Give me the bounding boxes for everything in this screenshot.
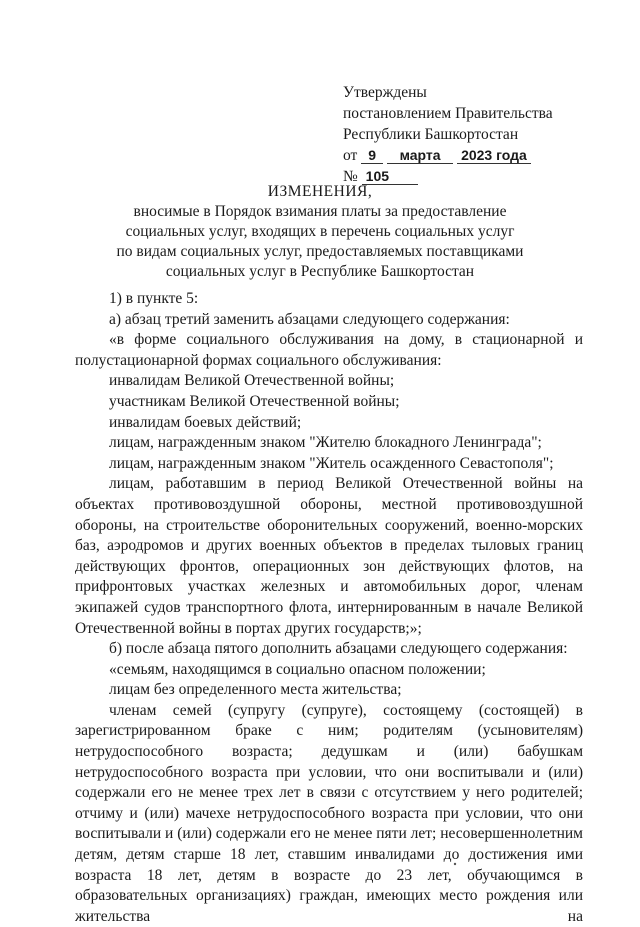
paragraph: участникам Великой Отечественной войны;	[109, 392, 400, 410]
paragraph: лицам, награжденным знаком "Жителю блокадного Ленинграда";	[109, 434, 542, 452]
paragraph: лицам, награжденным знаком "Житель осажденного Севастополя";	[109, 454, 554, 472]
approval-line-3: Республики Башкортостан	[343, 126, 519, 143]
number-prefix: №	[343, 168, 358, 185]
title-heading: ИЗМЕНЕНИЯ,	[267, 183, 373, 200]
date-month: марта	[387, 147, 453, 164]
paragraph: 1) в пункте 5:	[109, 290, 199, 307]
paragraph: инвалидам Великой Отечественной войны;	[109, 372, 395, 390]
date-day: 9	[361, 147, 383, 164]
number-value: 105	[362, 168, 418, 185]
title-line-1: вносимые в Порядок взимания платы за предоставление	[133, 203, 507, 220]
paragraph: «в форме социального обслуживания на дому, в стационарной и полустационарной формах социального обслуживания:	[75, 331, 583, 369]
paragraph: «семьям, находящимся в социально опасном положении;	[109, 660, 486, 678]
date-prefix: от	[343, 147, 358, 164]
paragraph: инвалидам боевых действий;	[109, 413, 302, 431]
paragraph: б) после абзаца пятого дополнить абзацами следующего содержания:	[109, 640, 568, 658]
approval-line-1: Утверждены	[343, 84, 427, 101]
document-title	[60, 182, 580, 282]
title-line-3: по видам социальных услуг, предоставляемых поставщиками	[116, 243, 524, 260]
date-year: 2023 года	[457, 147, 531, 164]
paragraph: членам семей (супругу (супруге), состоящему (состоящей) в зарегистрированном браке с ним; родителям (усыновителям) нетрудоспособного возраста; дедушкам и (или) бабушкам нетрудоспособного возраста при условии, что они воспитывали и (или) содержали его не менее трех лет в связи с отсутствием у него родителей; отчиму и (или) мачехе нетрудоспособного возраста при условии, что они воспитывали и (или) содержали его не менее пяти лет; несовершеннолетним детям, детям старше 18 лет, ставшим инвалидами до достижения ими возраста 18 лет, детям в возрасте до 23 лет, обучающимся в образовательных организациях) граждан, имеющих место рождения или жительства на	[75, 701, 583, 925]
paragraph: лицам, работавшим в период Великой Отечественной войны на объектах противовоздушной обороны, местной противовоздушной обороны, на строительстве оборонительных сооружений, военно-морских баз, аэродромов и других военных объектов в пределах тыловых границ действующих фронтов, операционных зон действующих флотов, на прифронтовых участках железных и автомобильных дорог, членам экипажей судов транспортного флота, интернированным в начале Великой Отечественной войны в портах других государств;»;	[75, 475, 583, 637]
title-line-2: социальных услуг, входящих в перечень социальных услуг	[125, 223, 515, 240]
approval-block	[343, 82, 553, 187]
scan-speck-mark	[452, 861, 458, 867]
approval-date	[343, 145, 553, 166]
paragraph: лицам без определенного места жительства;	[109, 681, 402, 699]
title-line-4: социальных услуг в Республике Башкортостан	[165, 263, 475, 280]
document-body	[75, 289, 583, 927]
approval-line-2: постановлением Правительства	[343, 105, 553, 122]
paragraph: а) абзац третий заменить абзацами следующего содержания:	[109, 310, 510, 328]
